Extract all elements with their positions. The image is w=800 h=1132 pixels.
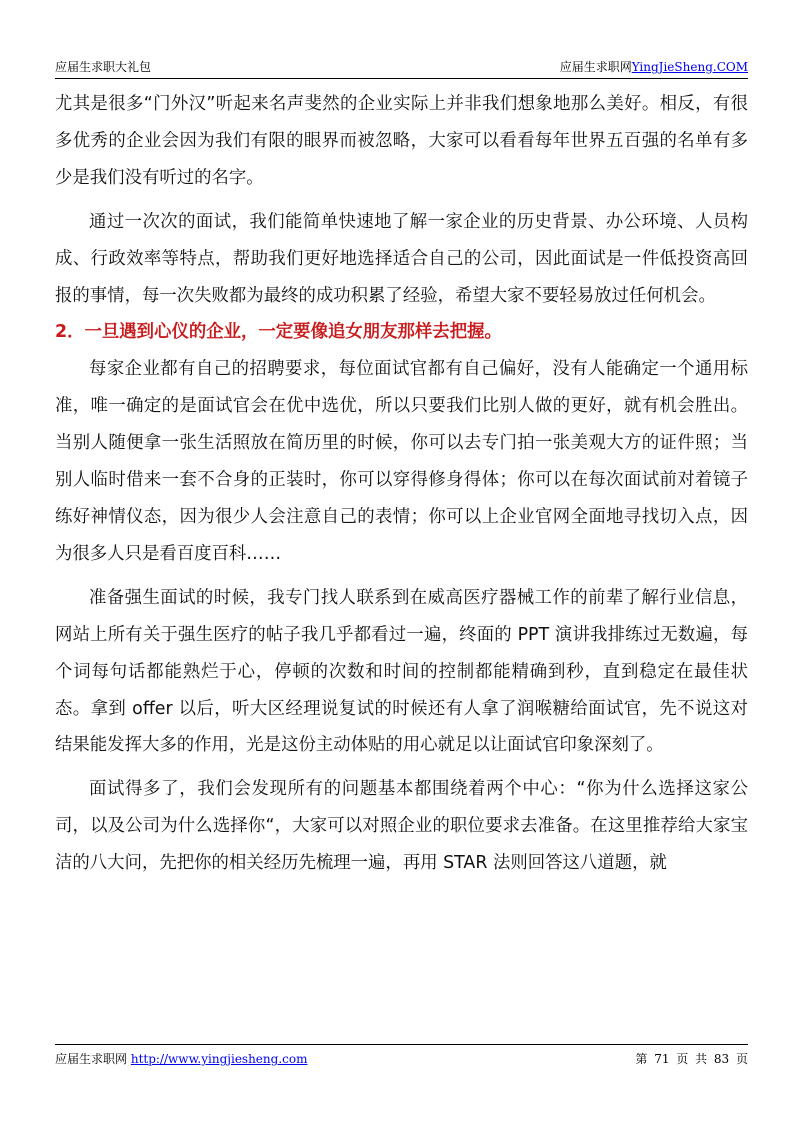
paragraph-5: 面试得多了，我们会发现所有的问题基本都围绕着两个中心：“你为什么选择这家公司，以及公司为什么选择你“，大家可以对照企业的职位要求去准备。在这里推荐给大家宝洁的八大问，先把你的相关经历先梳理一遍，再用 STAR 法则回答这八道题，就 (55, 779, 748, 874)
footer-site-link[interactable]: http://www.yingjiesheng.com (130, 1052, 308, 1066)
header-site-label: 应届生求职网 (559, 60, 632, 74)
footer-site (55, 1050, 307, 1067)
section-heading: 2．一旦遇到心仪的企业，一定要像追女朋友那样去把握。 (55, 322, 502, 343)
page-footer (55, 1044, 748, 1067)
paragraph-2: 通过一次次的面试，我们能简单快速地了解一家企业的历史背景、办公环境、人员构成、行政效率等特点，帮助我们更好地选择适合自己的公司，因此面试是一件低投资高回报的事情，每一次失败都为最终的成功积累了经验，希望大家不要轻易放过任何机会。 (55, 211, 748, 306)
page-header (55, 56, 748, 79)
paragraph-3: 每家企业都有自己的招聘要求，每位面试官都有自己偏好，没有人能确定一个通用标准，唯一确定的是面试官会在优中选优，所以只要我们比别人做的更好，就有机会胜出。当别人随便拿一张生活照放在简历里的时候，你可以去专门拍一张美观大方的证件照；当别人临时借来一套不合身的正装时，你可以穿得修身得体；你可以在每次面试前对着镜子练好神情仪态，因为很少人会注意自己的表情；你可以上企业官网全面地寻找切入点，因为很多人只是看百度百科…… (55, 359, 748, 564)
header-title: 应届生求职大礼包 (55, 60, 152, 74)
document-body (55, 86, 748, 882)
paragraph-4: 准备强生面试的时候，我专门找人联系到在威高医疗器械工作的前辈了解行业信息，网站上所有关于强生医疗的帖子我几乎都看过一遍，终面的 PPT 演讲我排练过无数遍，每个词每句话都能熟烂于心，停顿的次数和时间的控制都能精确到秒，直到稳定在最佳状态。拿到 offer 以后，听大区经理说复试的时候还有人拿了润喉糖给面试官，先不说这对结果能发挥大多的作用，光是这份主动体贴的用心就足以让面试官印象深刻了。 (55, 587, 748, 756)
header-site-link[interactable]: YingJieSheng.COM (631, 60, 748, 74)
paragraph-1: 尤其是很多“门外汉”听起来名声斐然的企业实际上并非我们想象地那么美好。相反，有很多优秀的企业会因为我们有限的眼界而被忽略，大家可以看看每年世界五百强的名单有多少是我们没有听过的名字。 (55, 94, 748, 188)
page-number: 第 71 页 共 83 页 (635, 1052, 748, 1066)
footer-site-label: 应届生求职网 (55, 1052, 128, 1066)
header-site (560, 58, 748, 75)
